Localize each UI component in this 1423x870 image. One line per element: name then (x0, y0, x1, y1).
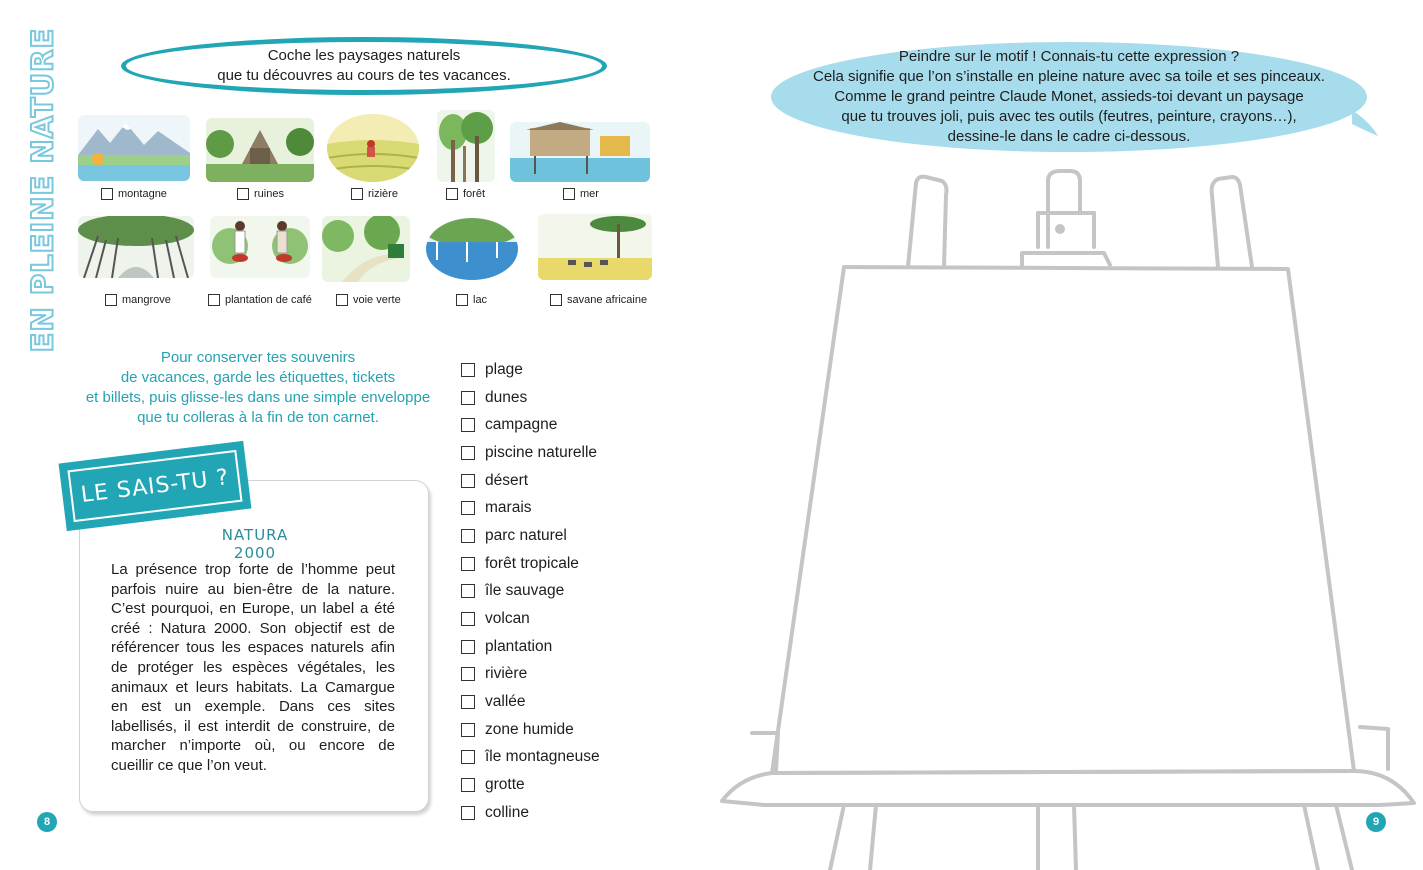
easel-canvas-drawing-area[interactable] (720, 165, 1423, 870)
check-label: colline (485, 803, 529, 821)
checkbox-square[interactable] (446, 188, 458, 200)
checkbox-plantation-de-cafe[interactable] (208, 294, 312, 306)
souvenirs-line-2: de vacances, garde les étiquettes, tickets (120, 369, 396, 386)
checkbox-mer[interactable] (563, 188, 599, 200)
check-label: piscine naturelle (485, 443, 598, 461)
checkbox-square[interactable] (237, 188, 249, 200)
lake-illustration (426, 218, 518, 280)
check-label: rivière (485, 665, 528, 683)
check-item-ile-sauvage[interactable] (461, 578, 661, 606)
checkbox-square[interactable] (101, 188, 113, 200)
checkbox-square[interactable] (461, 667, 475, 681)
checkbox-foret[interactable] (446, 188, 485, 200)
landscape-checklist (461, 356, 661, 827)
checkbox-montagne[interactable] (101, 188, 167, 200)
check-label: plage (485, 360, 523, 378)
checkbox-square[interactable] (461, 612, 475, 626)
side-title: EN PLEINE NATURE (25, 27, 59, 353)
mountain-illustration (78, 115, 190, 181)
check-item-foret-tropicale[interactable] (461, 550, 661, 578)
checkbox-savane-africaine[interactable] (550, 294, 647, 306)
souvenirs-line-1: Pour conserver tes souvenirs (160, 349, 356, 366)
check-item-desert[interactable] (461, 467, 661, 495)
checkbox-label: ruines (254, 188, 284, 200)
bubble-line-4: que tu trouves joli, puis avec tes outils (feutres, peinture, crayons…), (841, 108, 1297, 125)
check-item-piscine-naturelle[interactable] (461, 439, 661, 467)
check-item-grotte[interactable] (461, 771, 661, 799)
instruction-line-2: que tu découvres au cours de tes vacances. (217, 67, 511, 84)
info-title: NATURA 2000 (221, 526, 289, 562)
checkbox-label: savane africaine (567, 294, 648, 306)
checkbox-square[interactable] (461, 806, 475, 820)
check-label: grotte (485, 776, 525, 794)
bubble-line-2: Cela signifie que l’on s’installe en pleine nature avec sa toile et ses pinceaux. (813, 68, 1325, 85)
checkbox-square[interactable] (461, 584, 475, 598)
checkbox-label: mangrove (122, 294, 171, 306)
checkbox-square[interactable] (461, 529, 475, 543)
checkbox-square[interactable] (351, 188, 363, 200)
souvenirs-tip (78, 348, 438, 428)
bubble-line-3: Comme le grand peintre Claude Monet, assieds-toi devant un paysage (834, 88, 1304, 105)
ruins-illustration (206, 118, 314, 182)
savanna-illustration (538, 214, 652, 280)
check-item-vallee[interactable] (461, 688, 661, 716)
check-label: volcan (485, 610, 530, 628)
checkbox-square[interactable] (461, 446, 475, 460)
checkbox-voie-verte[interactable] (336, 294, 401, 306)
forest-illustration (437, 110, 495, 182)
check-label: zone humide (485, 720, 574, 738)
souvenirs-line-3: et billets, puis glisse-les dans une simple enveloppe (85, 389, 431, 406)
check-label: île montagneuse (485, 748, 600, 766)
check-label: forêt tropicale (485, 554, 579, 572)
checkbox-square[interactable] (461, 363, 475, 377)
checkbox-square[interactable] (461, 778, 475, 792)
page-number-left: 8 (37, 812, 57, 832)
checkbox-label: voie verte (353, 294, 401, 306)
checkbox-square[interactable] (105, 294, 117, 306)
checkbox-label: lac (473, 294, 488, 306)
check-item-plage[interactable] (461, 356, 661, 384)
check-label: île sauvage (485, 582, 565, 600)
checkbox-label: rizière (368, 188, 398, 200)
mangrove-illustration (78, 216, 194, 278)
checkbox-mangrove[interactable] (105, 294, 171, 306)
checkbox-lac[interactable] (456, 294, 487, 306)
check-label: plantation (485, 637, 553, 655)
checkbox-square[interactable] (456, 294, 468, 306)
checkbox-square[interactable] (208, 294, 220, 306)
check-label: marais (485, 499, 532, 517)
check-label: campagne (485, 416, 558, 434)
info-body: La présence trop forte de l’homme peut parfois nuire au bien-être de la nature. C’est pourquoi, en Europe, un label a été créé : Natura 2000. Son objectif est de référencer tous les espaces naturels afin de protéger les espèces végétales, les animaux et leurs habitats. La Camargue en est un exemple. Dans ces sites labellisés, il est interdit de construire, de marcher n’importe où, ou encore de cueillir ce que l’on veut. (111, 561, 395, 774)
checkbox-square[interactable] (461, 501, 475, 515)
bubble-tail (1352, 100, 1382, 140)
check-item-plantation[interactable] (461, 633, 661, 661)
instruction-oval (121, 37, 607, 95)
checkbox-riziere[interactable] (351, 188, 398, 200)
checkbox-square[interactable] (461, 695, 475, 709)
check-item-campagne[interactable] (461, 411, 661, 439)
check-label: parc naturel (485, 526, 567, 544)
checkbox-label: mer (580, 188, 599, 200)
checkbox-square[interactable] (563, 188, 575, 200)
checkbox-square[interactable] (461, 418, 475, 432)
bubble-line-5: dessine-le dans le cadre ci-dessous. (947, 128, 1191, 145)
checkbox-ruines[interactable] (237, 188, 284, 200)
check-label: vallée (485, 693, 526, 711)
instruction-line-1: Coche les paysages naturels (267, 47, 461, 64)
bubble-line-1: Peindre sur le motif ! Connais-tu cette expression ? (898, 48, 1240, 65)
checkbox-square[interactable] (461, 557, 475, 571)
check-item-dunes[interactable] (461, 384, 661, 412)
souvenirs-line-4: que tu colleras à la fin de ton carnet. (137, 409, 379, 426)
check-label: désert (485, 471, 529, 489)
check-item-volcan[interactable] (461, 605, 661, 633)
checkbox-label: montagne (118, 188, 167, 200)
check-item-colline[interactable] (461, 799, 661, 827)
checkbox-square[interactable] (336, 294, 348, 306)
checkbox-square[interactable] (461, 391, 475, 405)
checkbox-square[interactable] (461, 750, 475, 764)
badge-label: LE SAIS-TU ? (67, 450, 242, 522)
green-way-illustration (322, 216, 410, 282)
checkbox-square[interactable] (461, 474, 475, 488)
check-item-zone-humide[interactable] (461, 716, 661, 744)
checkbox-square[interactable] (550, 294, 562, 306)
rice-field-illustration (327, 114, 419, 182)
checkbox-label: forêt (463, 188, 486, 200)
check-label: dunes (485, 388, 528, 406)
speech-bubble (771, 42, 1367, 152)
page-number-right: 9 (1366, 812, 1386, 832)
sea-illustration (510, 122, 650, 182)
check-item-marais[interactable] (461, 494, 661, 522)
check-item-parc-naturel[interactable] (461, 522, 661, 550)
checkbox-square[interactable] (461, 723, 475, 737)
checkbox-label: plantation de café (225, 294, 312, 306)
coffee-plantation-illustration (210, 216, 310, 278)
check-item-riviere[interactable] (461, 661, 661, 689)
checkbox-square[interactable] (461, 640, 475, 654)
check-item-ile-montagneuse[interactable] (461, 744, 661, 772)
